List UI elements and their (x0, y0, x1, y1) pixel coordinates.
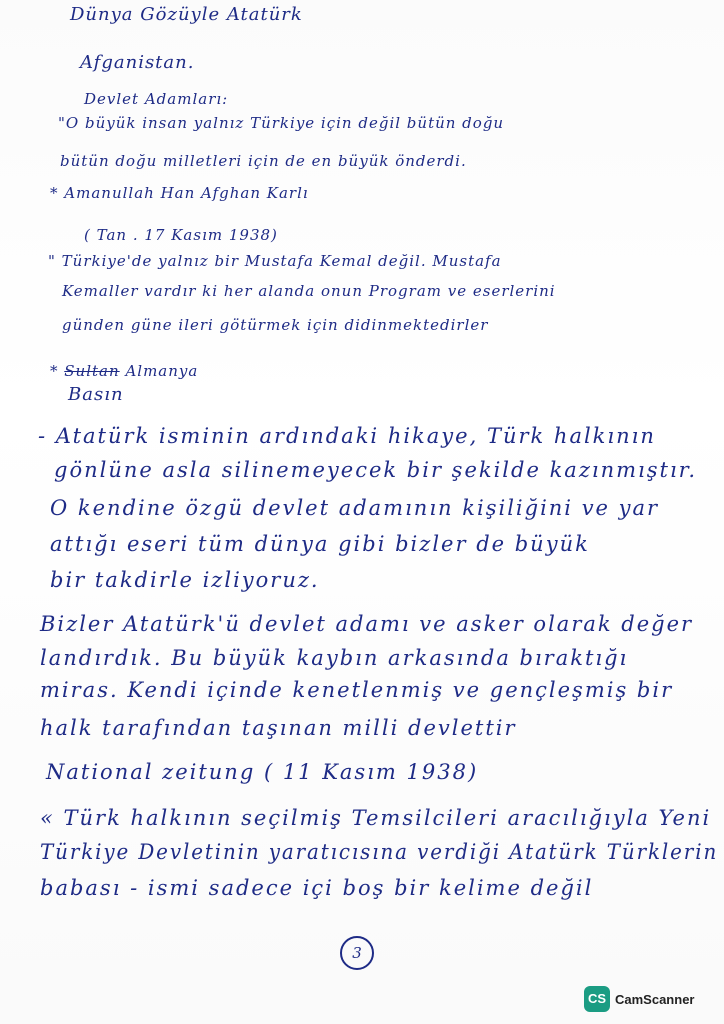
text-line: landırdık. Bu büyük kaybın arkasında bıraktığı (40, 646, 629, 670)
text-fragment: Almanya (125, 362, 199, 380)
text-line: Bizler Atatürk'ü devlet adamı ve asker olarak değer (40, 612, 694, 636)
text-fragment: Amanullah Han Afghan Karlı (64, 184, 309, 202)
text-line: " Türkiye'de yalnız bir Mustafa Kemal değil. Mustafa (48, 252, 502, 270)
text-line: Basın (68, 384, 124, 405)
text-line: "O büyük insan yalnız Türkiye için değil bütün doğu (58, 114, 505, 132)
page-number: 3 (340, 936, 374, 970)
text-line: - Atatürk isminin ardındaki hikaye, Türk halkının (38, 424, 656, 448)
text-line: Kemaller vardır ki her alanda onun Program ve eserlerini (62, 282, 556, 300)
text-line: * Sultan Almanya (50, 362, 199, 380)
camscanner-watermark (584, 986, 694, 1012)
camscanner-icon: CS (584, 986, 610, 1012)
text-line: babası - ismi sadece içi boş bir kelime değil (40, 876, 594, 900)
text-line: Devlet Adamları: (84, 90, 229, 108)
text-line: * Amanullah Han Afghan Karlı (50, 184, 309, 202)
text-line: günden güne ileri götürmek için didinmektedirler (62, 316, 489, 334)
text-line: National zeitung ( 11 Kasım 1938) (46, 760, 479, 784)
text-line: gönlüne asla silinemeyecek bir şekilde kazınmıştır. (54, 458, 698, 482)
text-line: Afganistan. (80, 52, 195, 73)
text-line: bir takdirle izliyoruz. (50, 568, 320, 592)
text-line: ( Tan . 17 Kasım 1938) (84, 226, 278, 244)
text-line: miras. Kendi içinde kenetlenmiş ve gençleşmiş bir (40, 678, 674, 702)
camscanner-label: CamScanner (615, 991, 695, 1007)
text-line: attığı eseri tüm dünya gibi bizler de büyük (50, 532, 590, 556)
struck-word: Sultan (64, 362, 120, 380)
text-line: halk tarafından taşınan milli devlettir (40, 716, 517, 740)
text-line: « Türk halkının seçilmiş Temsilcileri aracılığıyla Yeni (40, 806, 712, 830)
heading-line: Dünya Gözüyle Atatürk (70, 4, 303, 25)
text-line: O kendine özgü devlet adamının kişiliğini ve yar (50, 496, 660, 520)
text-line: bütün doğu milletleri için de en büyük önderdi. (60, 152, 467, 170)
text-line: Türkiye Devletinin yaratıcısına verdiği Atatürk Türklerin (40, 840, 719, 864)
